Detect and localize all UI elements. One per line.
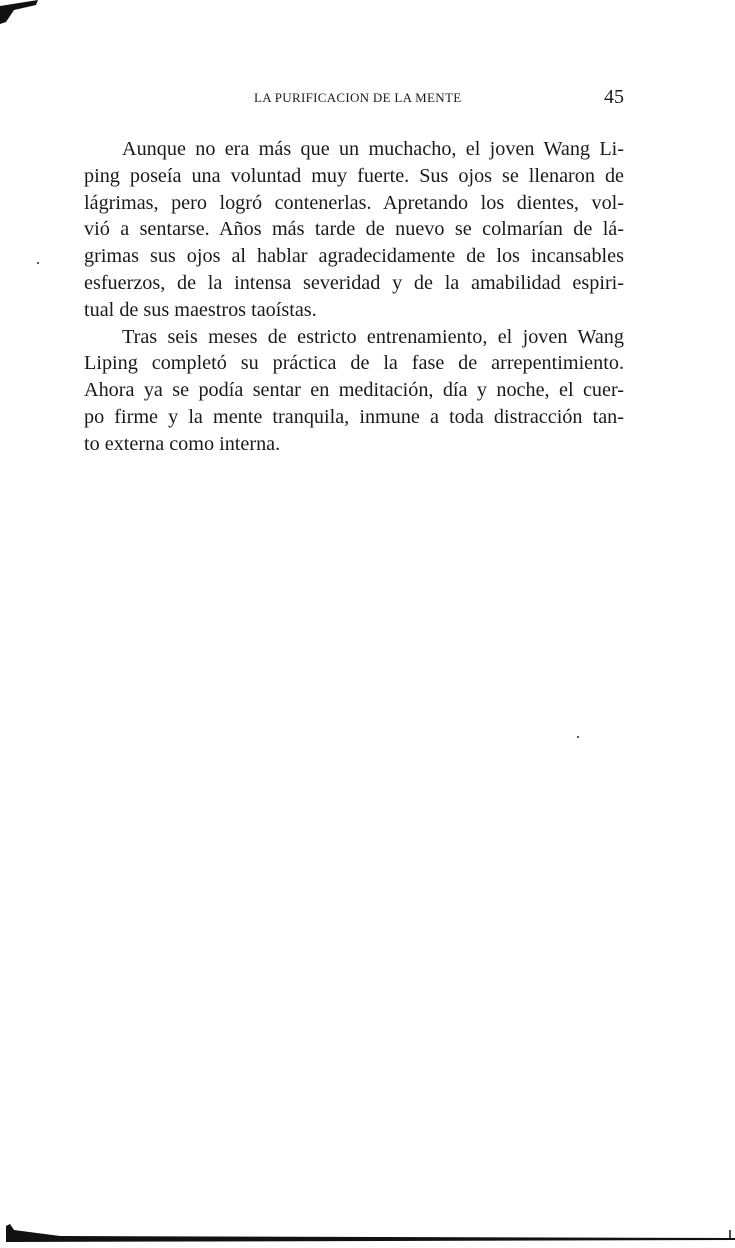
- text-line: lágrimas, pero logró contenerlas. Apretando los dientes, vol-: [84, 191, 624, 214]
- text-line: ping poseía una voluntad muy fuerte. Sus ojos se llenaron de: [84, 164, 624, 187]
- scan-corner-mark: [0, 0, 38, 26]
- text-line: tual de sus maestros taoístas.: [84, 298, 317, 321]
- text-line: vió a sentarse. Años más tarde de nuevo se colmarían de lá-: [84, 218, 624, 241]
- text-line: to externa como interna.: [84, 432, 281, 455]
- text-line: esfuerzos, de la intensa severidad y de la amabilidad espiri-: [84, 271, 624, 294]
- text-line: grimas sus ojos al hablar agradecidamente de los incansables: [84, 245, 624, 268]
- page-number: 45: [604, 86, 624, 108]
- text-line: Ahora ya se podía sentar en meditación, día y noche, el cuer-: [84, 379, 624, 402]
- running-head: LA PURIFICACION DE LA MENTE: [254, 90, 462, 105]
- text-line: po firme y la mente tranquila, inmune a toda distracción tan-: [84, 405, 624, 428]
- text-line: Aunque no era más que un muchacho, el joven Wang Li-: [122, 138, 624, 160]
- text-line: Liping completó su práctica de la fase de arrepentimiento.: [84, 352, 624, 375]
- page-header: [84, 86, 624, 114]
- scan-speck: [577, 736, 579, 738]
- body-text: [84, 136, 624, 458]
- scan-speck: [37, 262, 39, 264]
- text-line: Tras seis meses de estricto entrenamiento, el joven Wang: [122, 325, 624, 348]
- scan-bottom-edge: [0, 1218, 735, 1248]
